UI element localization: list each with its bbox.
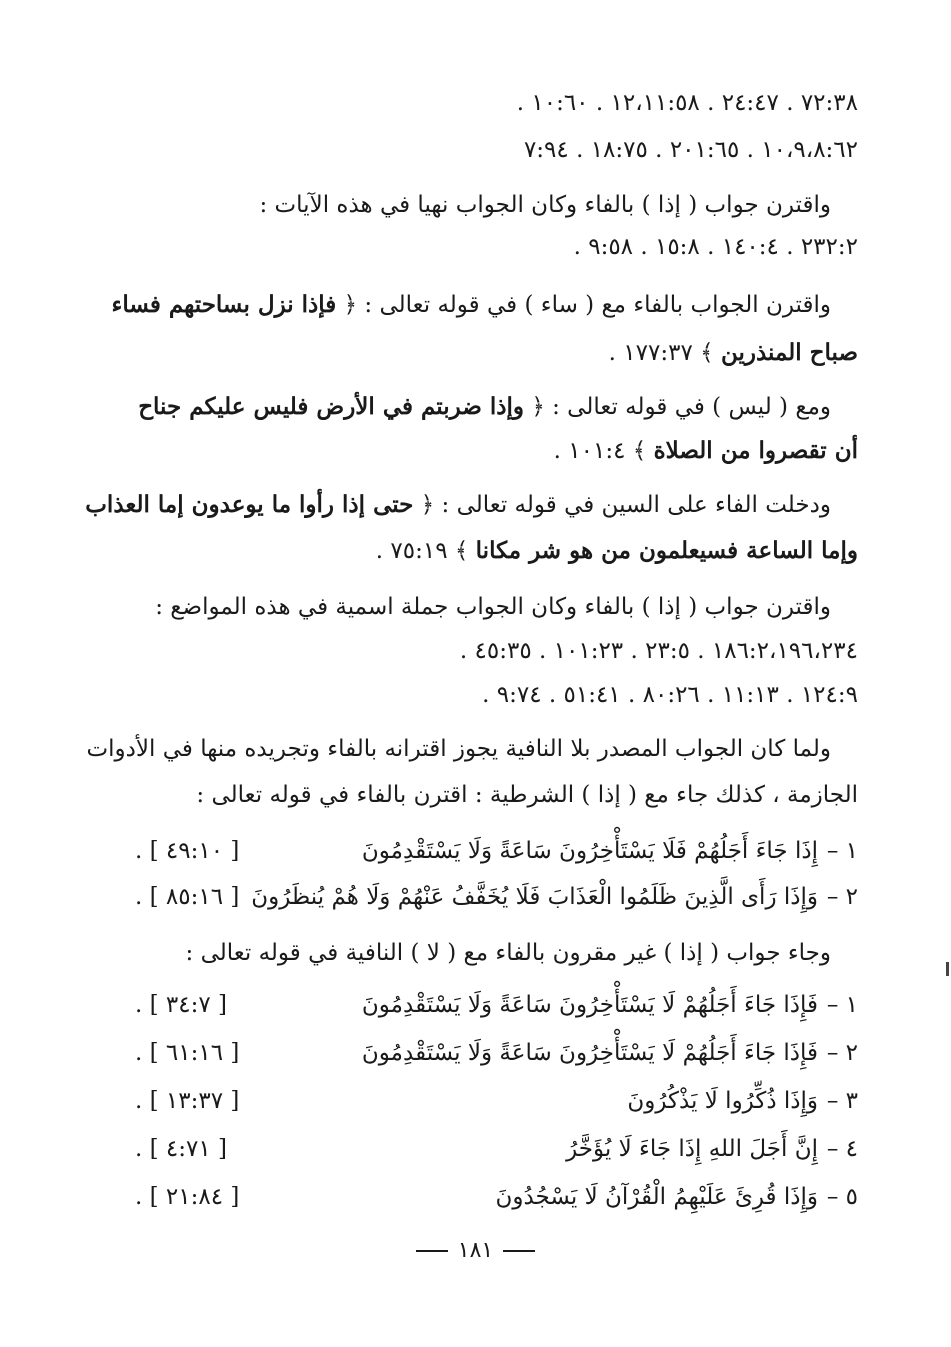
paragraph-line: الجازمة ، كذلك جاء مع ( إذا ) الشرطية : اقترن بالفاء في قوله تعالى : [196, 782, 858, 808]
verse-number: ١ – [826, 838, 858, 864]
quran-quote: أن تقصروا من الصلاة [653, 437, 858, 464]
verse-row [135, 1084, 858, 1118]
paragraph-text: ودخلت الفاء على السين في قوله تعالى : ﴿ [413, 492, 831, 518]
quran-quote: صباح المنذرين [720, 339, 858, 366]
verse-row [135, 988, 858, 1022]
paragraph-line [376, 536, 858, 566]
page-number-text: ١٨١ [457, 1238, 494, 1263]
verse-number: ٢ – [826, 1040, 858, 1066]
verse-number: ٤ – [826, 1136, 858, 1162]
verse-text: فَإِذَا جَاءَ أَجَلُهُمْ لَا يَسْتَأْخِرُونَ سَاعَةً وَلَا يَسْتَقْدِمُونَ [361, 1040, 818, 1066]
verse-reference: . [ ٤٩:١٠ ] [135, 838, 240, 864]
dash-right [503, 1250, 535, 1252]
verse-row [135, 1036, 858, 1070]
dash-left [416, 1250, 448, 1252]
scan-edge-mark [946, 962, 949, 976]
verse-row [135, 1180, 858, 1214]
paragraph-line [112, 290, 831, 320]
verse-number: ٥ – [826, 1184, 858, 1210]
paragraph-line: وجاء جواب ( إذا ) غير مقرون بالفاء مع ( لا ) النافية في قوله تعالى : [185, 940, 831, 966]
verse-row [135, 880, 858, 914]
paragraph-text: ﴾ ١٠١:٤ . [553, 438, 654, 464]
verse-reference: . [ ١٣:٣٧ ] [135, 1088, 240, 1114]
verse-text: فَإِذَا جَاءَ أَجَلُهُمْ لَا يَسْتَأْخِرُونَ سَاعَةً وَلَا يَسْتَقْدِمُونَ [361, 992, 818, 1018]
verse-text: إِذَا جَاءَ أَجَلُهُمْ فَلَا يَسْتَأْخِرُونَ سَاعَةً وَلَا يَسْتَقْدِمُونَ [361, 838, 818, 864]
verse-reference: . [ ٣٤:٧ ] [135, 992, 228, 1018]
verse-text: إِنَّ أَجَلَ اللهِ إِذَا جَاءَ لَا يُؤَخَّرُ [566, 1136, 818, 1162]
paragraph-text: واقترن الجواب بالفاء مع ( ساء ) في قوله تعالى : ﴿ [336, 292, 831, 318]
paragraph-line [138, 392, 831, 422]
page-number [0, 1238, 951, 1263]
verse-reference: . [ ٦١:١٦ ] [135, 1040, 240, 1066]
paragraph-line [609, 338, 858, 368]
verse-number: ٣ – [826, 1088, 858, 1114]
quran-quote: وإما الساعة فسيعلمون من هو شر مكانا [475, 537, 858, 564]
verse-number: ١ – [826, 992, 858, 1018]
verse-reference: . [ ٢١:٨٤ ] [135, 1184, 240, 1210]
verse-references-line: ٧٢:٣٨ . ٢٤:٤٧ . ١٢،١١:٥٨ . ١٠:٦٠ . [516, 90, 858, 116]
verse-row [135, 834, 858, 868]
paragraph-text: ومع ( ليس ) في قوله تعالى : ﴿ [524, 394, 831, 420]
paragraph-line: واقترن جواب ( إذا ) بالفاء وكان الجواب جملة اسمية في هذه المواضع : [155, 594, 831, 620]
verse-row [135, 1132, 858, 1166]
paragraph-line: ولما كان الجواب المصدر بلا النافية يجوز اقترانه بالفاء وتجريده منها في الأدوات [86, 736, 831, 762]
verse-reference: . [ ٤:٧١ ] [135, 1136, 228, 1162]
paragraph-line: واقترن جواب ( إذا ) بالفاء وكان الجواب نهيا في هذه الآيات : [259, 192, 831, 218]
verse-references-line: ١٨٦:٢،١٩٦،٢٣٤ . ٢٣:٥ . ١٠١:٢٣ . ٤٥:٣٥ . [459, 638, 858, 664]
paragraph-line [85, 490, 831, 520]
verse-reference: . [ ٨٥:١٦ ] [135, 884, 240, 910]
paragraph-text: ﴾ ١٧٧:٣٧ . [608, 340, 721, 366]
quran-quote: فإذا نزل بساحتهم فساء [111, 291, 337, 318]
verse-references-line: ٢٣٢:٢ . ١٤٠:٤ . ١٥:٨ . ٩:٥٨ . [573, 234, 858, 260]
verse-references-line: ١٠،٩،٨:٦٢ . ٢٠١:٦٥ . ١٨:٧٥ . ٧:٩٤ [523, 137, 858, 163]
verse-text: وَإِذَا قُرِئَ عَلَيْهِمُ الْقُرْآنُ لَا يَسْجُدُونَ [495, 1184, 818, 1210]
verse-text: وَإِذَا ذُكِّرُوا لَا يَذْكُرُونَ [627, 1088, 818, 1114]
verse-text: وَإِذَا رَأَى الَّذِينَ ظَلَمُوا الْعَذَابَ فَلَا يُخَفَّفُ عَنْهُمْ وَلَا هُمْ يُنظَرُونَ [251, 884, 818, 910]
paragraph-text: ﴾ ٧٥:١٩ . [375, 538, 476, 564]
verse-number: ٢ – [826, 884, 858, 910]
paragraph-line [554, 436, 858, 466]
verse-references-line: ١٢٤:٩ . ١١:١٣ . ٨٠:٢٦ . ٥١:٤١ . ٩:٧٤ . [482, 682, 858, 708]
quran-quote: وإذا ضربتم في الأرض فليس عليكم جناح [138, 393, 525, 420]
quran-quote: حتى إذا رأوا ما يوعدون إما العذاب [85, 491, 414, 518]
